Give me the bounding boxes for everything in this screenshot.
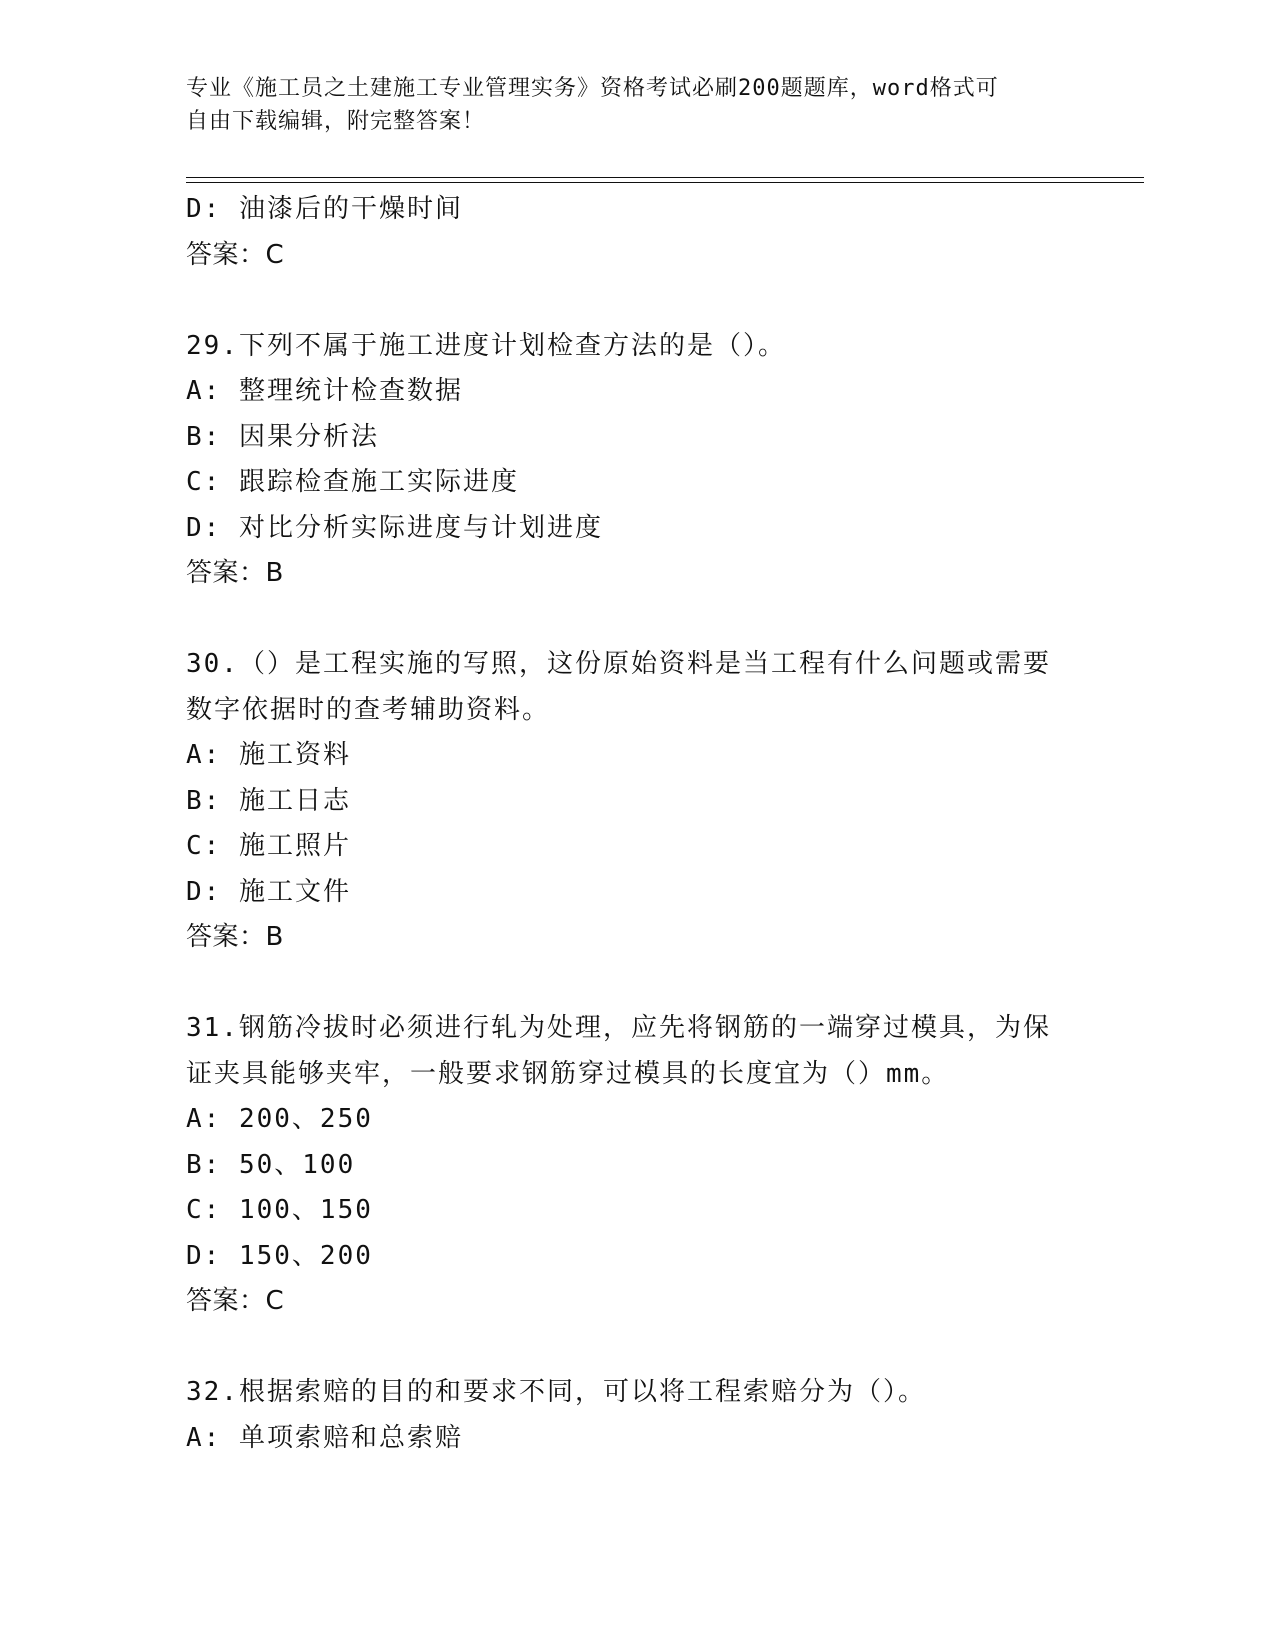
- option-b: B: 50、100: [186, 1149, 356, 1180]
- spacer: [186, 278, 1086, 324]
- option-b: B: 施工日志: [186, 785, 351, 816]
- option-d: D: 150、200: [186, 1240, 373, 1271]
- option-d: D: 施工文件: [186, 876, 351, 907]
- answer-line: 答案：B: [186, 558, 284, 588]
- question-28-tail: [186, 187, 1086, 278]
- spacer: [186, 961, 1086, 1007]
- header-line-2: 自由下载编辑，附完整答案！: [186, 109, 486, 134]
- option-a: A: 200、250: [186, 1104, 373, 1134]
- question-stem-line-2: 数字依据时的查考辅助资料。: [186, 694, 551, 725]
- option-a: A: 整理统计检查数据: [186, 376, 463, 406]
- option-c: C: 跟踪检查施工实际进度: [186, 467, 519, 497]
- question-stem-line-2: 证夹具能够夹牢，一般要求钢筋穿过模具的长度宜为（）mm。: [186, 1058, 950, 1089]
- option-a: A: 单项索赔和总索赔: [186, 1422, 463, 1453]
- question-list: [186, 187, 1086, 1461]
- question-stem: 32.根据索赔的目的和要求不同，可以将工程索赔分为（）。: [186, 1377, 926, 1407]
- question-stem: 29.下列不属于施工进度计划检查方法的是（）。: [186, 330, 786, 361]
- question-stem-line-1: 30.（）是工程实施的写照，这份原始资料是当工程有什么问题或需要: [186, 649, 1051, 679]
- option-c: C: 100、150: [186, 1195, 373, 1225]
- spacer: [186, 597, 1086, 643]
- spacer: [186, 1325, 1086, 1371]
- question-29: [186, 324, 1086, 597]
- document-header: [186, 72, 1066, 138]
- option-c: C: 施工照片: [186, 831, 351, 861]
- question-32: [186, 1370, 1086, 1461]
- option-a: A: 施工资料: [186, 740, 351, 770]
- question-stem-line-1: 31.钢筋冷拔时必须进行轧为处理，应先将钢筋的一端穿过模具，为保: [186, 1013, 1051, 1043]
- header-line-1: 专业《施工员之土建施工专业管理实务》资格考试必刷200题题库，word格式可: [186, 76, 999, 101]
- question-30: [186, 642, 1086, 961]
- answer-line: 答案：C: [186, 239, 285, 270]
- answer-line: 答案：C: [186, 1286, 285, 1316]
- option-b: B: 因果分析法: [186, 421, 379, 452]
- header-divider-bottom: [186, 182, 1144, 183]
- question-31: [186, 1006, 1086, 1325]
- option-d: D: 对比分析实际进度与计划进度: [186, 512, 603, 543]
- header-divider-top: [186, 177, 1144, 178]
- answer-line: 答案：B: [186, 922, 284, 952]
- option-d: D: 油漆后的干燥时间: [186, 194, 463, 224]
